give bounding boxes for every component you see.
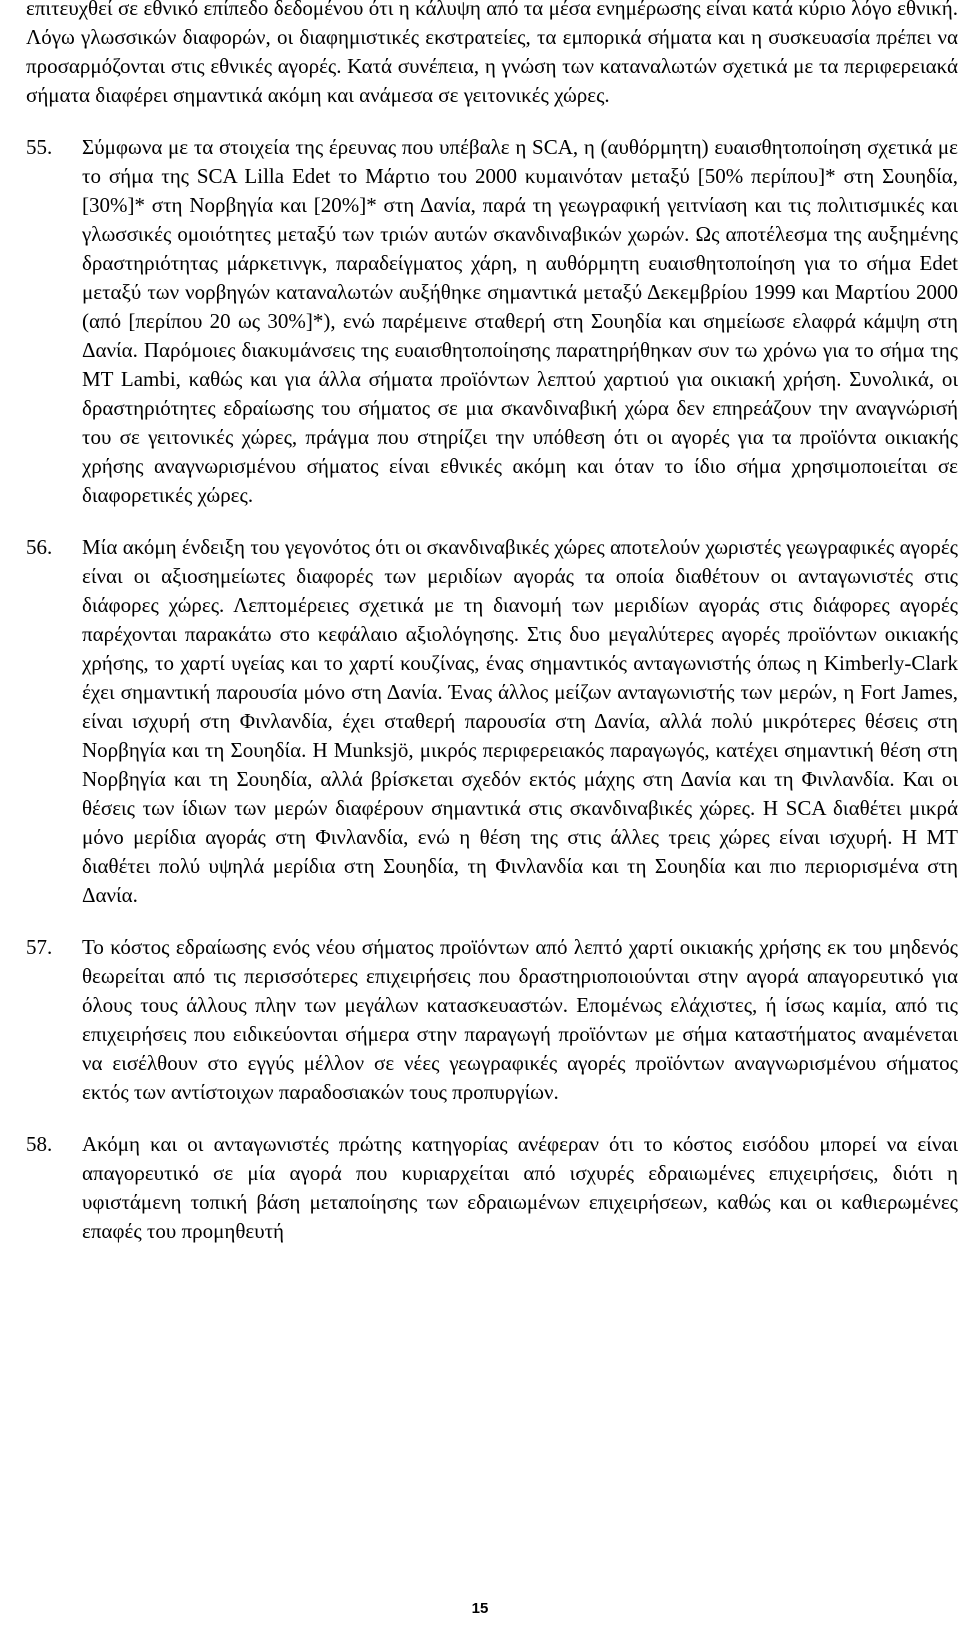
page-number: 15	[471, 1600, 489, 1617]
paragraph-number: 57.	[26, 935, 53, 959]
document-body	[26, 0, 958, 1269]
paragraph-58	[26, 1130, 958, 1246]
paragraph-text: Σύμφωνα με τα στοιχεία της έρευνας που υπέβαλε η SCA, η (αυθόρμητη) ευαισθητοποίηση σχετικά με το σήμα της SCA Lilla Edet το Μάρτιο του 2000 κυμαινόταν μεταξύ [50% περίπου]* στη Σουηδία, [30%]* στη Νορβηγία και [20%]* στη Δανία, παρά τη γεωγραφική γειτνίαση και τις πολιτισμικές και γλωσσικές ομοιότητες μεταξύ των τριών αυτών σκανδιναβικών χωρών. Ως αποτέλεσμα της αυξημένης δραστηριότητας μάρκετινγκ, παραδείγματος χάρη, η αυθόρμητη ευαισθητοποίηση για το σήμα Edet μεταξύ των νορβηγών καταναλωτών αυξήθηκε σημαντικά μεταξύ Δεκεμβρίου 1999 και Μαρτίου 2000 (από [περίπου 20 ως 30%]*), ενώ παρέμεινε σταθερή στη Σουηδία και σημείωσε ελαφρά κάμψη στη Δανία. Παρόμοιες διακυμάνσεις της ευαισθητοποίησης παρατηρήθηκαν συν τω χρόνω για το σήμα της MT Lambi, καθώς και για άλλα σήματα προϊόντων λεπτού χαρτιού για οικιακή χρήση. Συνολικά, οι δραστηριότητες εδραίωσης του σήματος σε μια σκανδιναβική χώρα δεν επηρεάζουν την αναγνώρισή του σε γειτονικές χώρες, πράγμα που στηρίζει την υπόθεση ότι οι αγορές για τα προϊόντα οικιακής χρήσης αναγνωρισμένου σήματος είναι εθνικές ακόμη και όταν το ίδιο σήμα χρησιμοποιείται σε διαφορετικές χώρες.	[82, 135, 958, 507]
paragraph-55	[26, 133, 958, 510]
paragraph-number: 56.	[26, 535, 53, 559]
paragraph-number: 55.	[26, 135, 53, 159]
paragraph-number: 58.	[26, 1132, 53, 1156]
paragraph-56	[26, 533, 958, 910]
paragraph-text: Το κόστος εδραίωσης ενός νέου σήματος προϊόντων από λεπτό χαρτί οικιακής χρήσης εκ του μηδενός θεωρείται από τις περισσότερες επιχειρήσεις που δραστηριοποιούνται στην αγορά απαγορευτικό για όλους τους άλλους πλην των μεγάλων κατασκευαστών. Επομένως ελάχιστες, ή ίσως καμία, από τις επιχειρήσεις που ειδικεύονται σήμερα στην παραγωγή προϊόντων με σήμα καταστήματος αναμένεται να εισέλθουν στο εγγύς μέλλον σε νέες γεωγραφικές αγορές προϊόντων αναγνωρισμένου σήματος εκτός των αντίστοιχων παραδοσιακών τους προπυργίων.	[82, 935, 958, 1104]
paragraph-text: Μία ακόμη ένδειξη του γεγονότος ότι οι σκανδιναβικές χώρες αποτελούν χωριστές γεωγραφικές αγορές είναι οι αξιοσημείωτες διαφορές των μεριδίων αγοράς τα οποία διαθέτουν οι ανταγωνιστές στις διάφορες χώρες. Λεπτομέρειες σχετικά με τη διανομή των μεριδίων αγοράς στις διάφορες αγορές παρέχονται παρακάτω στο κεφάλαιο αξιολόγησης. Στις δυο μεγαλύτερες αγορές προϊόντων οικιακής χρήσης, το χαρτί υγείας και το χαρτί κουζίνας, ένας σημαντικός ανταγωνιστής όπως η Kimberly-Clark έχει σημαντική παρουσία μόνο στη Δανία. Ένας άλλος μείζων ανταγωνιστής των μερών, η Fort James, είναι ισχυρή στη Φινλανδία, έχει σταθερή παρουσία στη Δανία, αλλά πολύ μικρότερες θέσεις στη Νορβηγία και τη Σουηδία. Η Munksjö, μικρός περιφερειακός παραγωγός, κατέχει σημαντική θέση στη Νορβηγία και τη Σουηδία, αλλά βρίσκεται σχεδόν εκτός μάχης στη Δανία και τη Φινλανδία. Και οι θέσεις των ίδιων των μερών διαφέρουν σημαντικά στις σκανδιναβικές χώρες. Η SCA διαθέτει μικρά μόνο μερίδια αγοράς στη Φινλανδία, ενώ η θέση της στις άλλες τρεις χώρες είναι ισχυρή. Η MT διαθέτει πολύ υψηλά μερίδια στη Σουηδία, τη Φινλανδία και τη Σουηδία και πιο περιορισμένα στη Δανία.	[82, 535, 958, 907]
paragraph-57	[26, 933, 958, 1107]
paragraph-text: Ακόμη και οι ανταγωνιστές πρώτης κατηγορίας ανέφεραν ότι το κόστος εισόδου μπορεί να είναι απαγορευτικό σε μία αγορά που κυριαρχείται από ισχυρές εδραιωμένες επιχειρήσεις, διότι η υφιστάμενη τοπική βάση μεταποίησης των εδραιωμένων επιχειρήσεων, καθώς και οι καθιερωμένες επαφές του προμηθευτή	[82, 1132, 958, 1243]
paragraph-continuation: επιτευχθεί σε εθνικό επίπεδο δεδομένου ότι η κάλυψη από τα μέσα ενημέρωσης είναι κατά κύριο λόγο εθνική. Λόγω γλωσσικών διαφορών, οι διαφημιστικές εκστρατείες, τα εμπορικά σήματα και η συσκευασία πρέπει να προσαρμόζονται στις εθνικές αγορές. Κατά συνέπεια, η γνώση των καταναλωτών σχετικά με τα περιφερειακά σήματα διαφέρει σημαντικά ακόμη και ανάμεσα σε γειτονικές χώρες.	[26, 0, 958, 107]
